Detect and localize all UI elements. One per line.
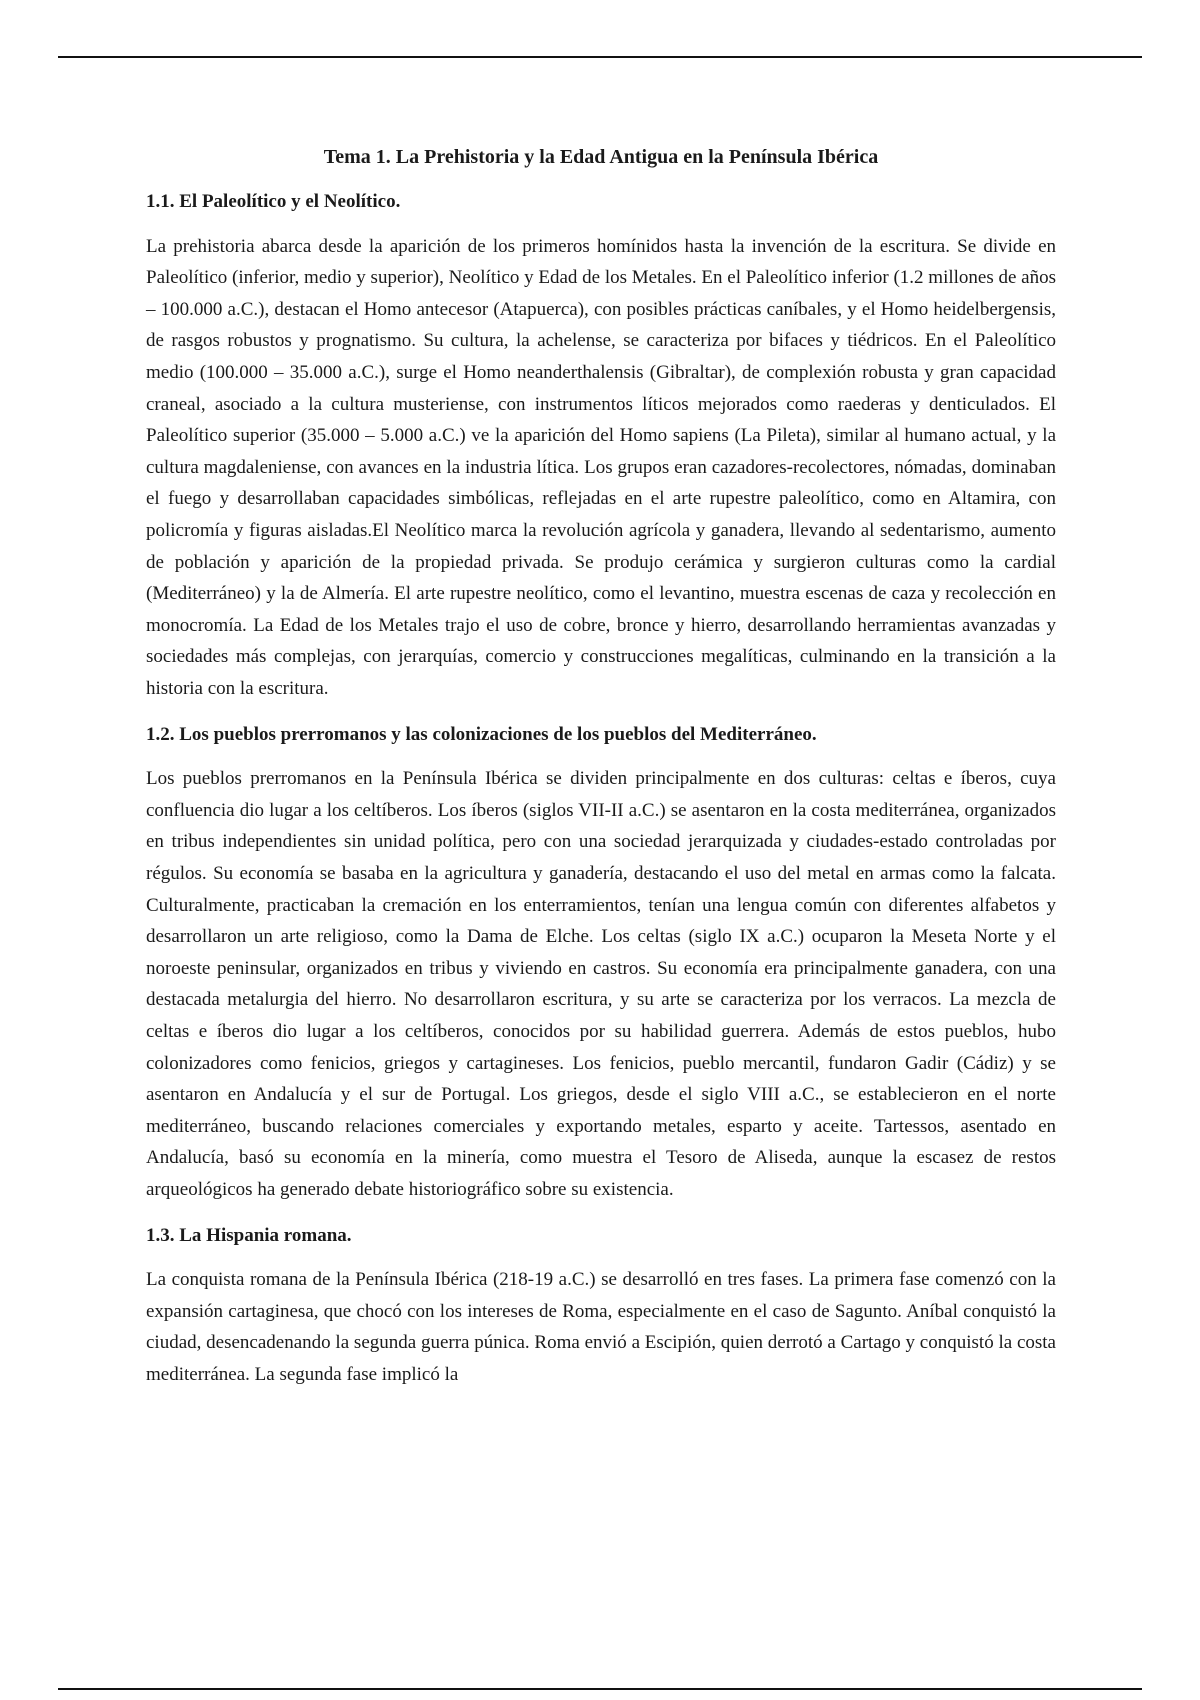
section-paragraph-hispania-romana: La conquista romana de la Península Ibérica (218-19 a.C.) se desarrolló en tres fases. La primera fase comenzó con la expansión cartaginesa, que chocó con los intereses de Roma, especialmente en el caso de Sagunto. Aníbal conquistó la ciudad, desencadenando la segunda guerra púnica. Roma envió a Escipión, quien derrotó a Cartago y conquistó la costa mediterránea. La segunda fase implicó la bbox=[146, 1269, 1056, 1386]
document-body bbox=[146, 138, 1056, 1409]
section-heading-paleolitico: 1.1. El Paleolítico y el Neolítico. bbox=[146, 191, 401, 212]
bottom-rule bbox=[58, 1688, 1142, 1690]
section-heading-hispania-romana: 1.3. La Hispania romana. bbox=[146, 1224, 352, 1246]
section-paragraph-prerromanos: Los pueblos prerromanos en la Península Ibérica se dividen principalmente en dos culturas: celtas e íberos, cuya confluencia dio lugar a los celtíberos. Los íberos (siglos VII-II a.C.) se asentaron en la costa mediterránea, organizados en tribus independientes sin unidad política, pero con una sociedad jerarquizada y ciudades-estado controladas por régulos. Su economía se basaba en la agricultura y ganadería, destacando el uso del metal en armas como la falcata. Culturalmente, practicaban la cremación en los enterramientos, tenían una lengua común con diferentes alfabetos y desarrollaron un arte religioso, como la Dama de Elche. Los celtas (siglo IX a.C.) ocuparon la Meseta Norte y el noroeste peninsular, organizados en tribus y viviendo en castros. Su economía era principalmente ganadera, con una destacada metalurgia del hierro. No desarrollaron escritura, y su arte se caracteriza por los verracos. La mezcla de celtas e íberos dio lugar a los celtíberos, conocidos por su habilidad guerrera. Además de estos pueblos, hubo colonizadores como fenicios, griegos y cartagineses. Los fenicios, pueblo mercantil, fundaron Gadir (Cádiz) y se asentaron en Andalucía y el sur de Portugal. Los griegos, desde el siglo VIII a.C., se establecieron en el norte mediterráneo, buscando relaciones comerciales y exportando metales, esparto y aceite. Tartessos, asentado en Andalucía, basó su economía en la minería, como muestra el Tesoro de Aliseda, aunque la escasez de restos arqueológicos ha generado debate historiográfico sobre su existencia. bbox=[146, 768, 1056, 1200]
top-rule bbox=[58, 56, 1142, 58]
document-title: Tema 1. La Prehistoria y la Edad Antigua en la Península Ibérica bbox=[323, 146, 879, 168]
section-paragraph-paleolitico: La prehistoria abarca desde la aparición de los primeros homínidos hasta la invención de la escritura. Se divide en Paleolítico (inferior, medio y superior), Neolítico y Edad de los Metales. En el Paleolítico inferior (1.2 millones de años – 100.000 a.C.), destacan el Homo antecesor (Atapuerca), con posibles prácticas caníbales, y el Homo heidelbergensis, de rasgos robustos y prognatismo. Su cultura, la achelense, se caracteriza por bifaces y tiédricos. En el Paleolítico medio (100.000 – 35.000 a.C.), surge el Homo neanderthalensis (Gibraltar), de complexión robusta y gran capacidad craneal, asociado a la cultura musteriense, con instrumentos líticos mejorados como raederas y denticulados. El Paleolítico superior (35.000 – 5.000 a.C.) ve la aparición del Homo sapiens (La Pileta), similar al humano actual, y la cultura magdaleniense, con avances en la industria lítica. Los grupos eran cazadores-recolectores, nómadas, dominaban el fuego y desarrollaban capacidades simbólicas, reflejadas en el arte rupestre paleolítico, como en Altamira, con policromía y figuras aisladas.El Neolítico marca la revolución agrícola y ganadera, llevando al sedentarismo, aumento de población y aparición de la propiedad privada. Se produjo cerámica y surgieron culturas como la cardial (Mediterráneo) y la de Almería. El arte rupestre neolítico, como el levantino, muestra escenas de caza y recolección en monocromía. La Edad de los Metales trajo el uso de cobre, bronce y hierro, desarrollando herramientas avanzadas y sociedades más complejas, con jerarquías, comercio y construcciones megalíticas, culminando en la transición a la historia con la escritura. bbox=[146, 235, 1056, 699]
section-heading-prerromanos: 1.2. Los pueblos prerromanos y las colonizaciones de los pueblos del Mediterráneo. bbox=[146, 723, 817, 745]
